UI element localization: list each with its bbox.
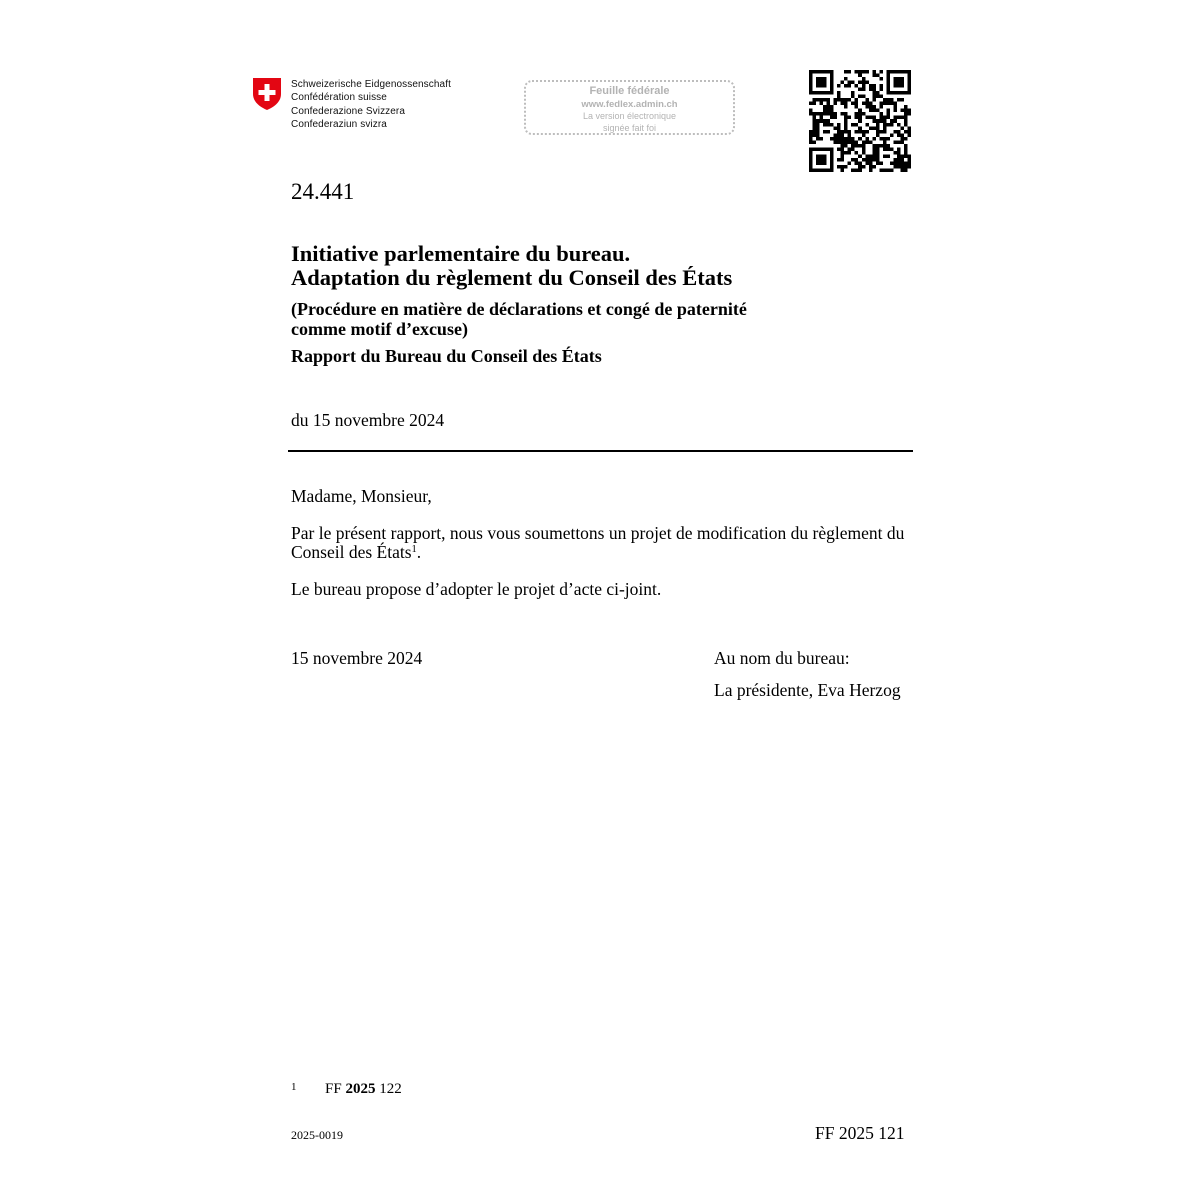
report-title: Rapport du Bureau du Conseil des États [291,346,602,366]
document-number: 24.441 [291,179,355,204]
footnote-page: 122 [379,1081,402,1097]
federal-gazette-stamp [524,80,735,135]
confed-name-de: Schweizerische Eidgenossenschaft [291,79,451,90]
intro-paragraph [291,524,913,562]
qr-code-icon [809,70,911,172]
signature-president: La présidente, Eva Herzog [714,680,901,700]
intro-end: . [416,542,422,562]
report-date: du 15 novembre 2024 [291,410,445,430]
stamp-note-line2: signée fait foi [602,122,657,133]
title-line-2: Adaptation du règlement du Conseil des États [291,265,733,290]
confed-name-rm: Confederaziun svizra [291,119,387,131]
intro-text: Par le présent rapport, nous vous soumettons un projet de modification du règlement du Conseil des États [291,523,905,562]
confed-name-fr: Confédération suisse [291,92,387,104]
document-title-block [291,242,911,367]
swiss-cross-shield-icon [252,77,282,111]
confederation-names [291,78,451,132]
footnote-reference[interactable]: 1 [411,544,417,555]
confed-name-it: Confederazione Svizzera [291,105,406,117]
footnote-prefix: FF [325,1081,342,1097]
title-line-1: Initiative parlementaire du bureau. [291,241,631,266]
signature-on-behalf: Au nom du bureau: [714,648,850,668]
subtitle-line-1: (Procédure en matière de déclarations et congé de paternité [291,299,747,319]
signature-date: 15 novembre 2024 [291,648,423,668]
subtitle-line-2: comme motif d’excuse) [291,319,468,339]
stamp-title: Feuille fédérale [589,85,670,97]
stamp-note-line1: La version électronique [582,111,677,121]
proposal-paragraph: Le bureau propose d’adopter le projet d’acte ci-joint. [291,579,662,599]
stamp-url[interactable]: www.fedlex.admin.ch [581,99,678,110]
document-id: 2025-0019 [291,1128,343,1142]
page-reference: FF 2025 121 [815,1123,905,1143]
footnote-number: 1 [291,1081,297,1093]
footnote-year: 2025 [345,1081,376,1097]
separator-line [288,450,913,452]
salutation: Madame, Monsieur, [291,486,432,506]
footnote [291,1077,402,1099]
